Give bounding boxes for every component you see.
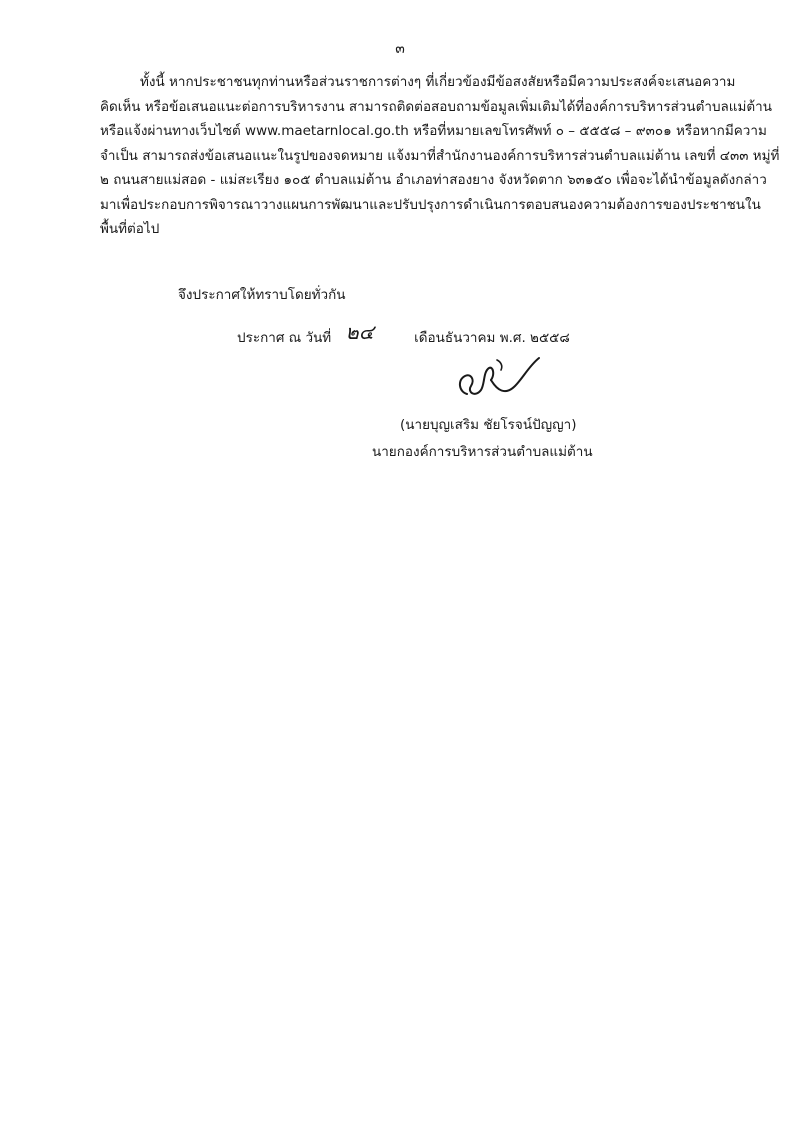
paragraph-line: มาเพื่อประกอบการพิจารณาวางแผนการพัฒนาและปรับปรุงการดำเนินการตอบสนองความต้องการของประชาชนใน (100, 196, 761, 213)
handwritten-signature (445, 350, 555, 410)
paragraph-line: พื้นที่ต่อไป (100, 221, 160, 237)
paragraph-line: จำเป็น สามารถส่งข้อเสนอแนะในรูปของจดหมาย แจ้งมาที่สำนักงานองค์การบริหารส่วนตำบลแม่ต้าน เลขที่ ๔๓๓ หมู่ที่ (100, 147, 780, 164)
paragraph-line: หรือแจ้งผ่านทางเว็บไซต์ www.maetarnlocal.go.th หรือที่หมายเลขโทรศัพท์ ๐ – ๕๕๕๘ – ๙๓๐๑ หรือหากมีความ (100, 123, 767, 139)
page-number: ๓ (395, 41, 405, 57)
date-prefix: ประกาศ ณ วันที่ (237, 330, 332, 346)
date-day-handwritten: ๒๔ (345, 320, 374, 344)
signer-title: นายกองค์การบริหารส่วนตำบลแม่ต้าน (372, 444, 593, 460)
announcement-closing: จึงประกาศให้ทราบโดยทั่วกัน (178, 287, 346, 303)
announcement-date (237, 319, 570, 351)
date-month-year: เดือนธันวาคม พ.ศ. ๒๕๕๘ (414, 330, 570, 346)
paragraph-line: ทั้งนี้ หากประชาชนทุกท่านหรือส่วนราชการต่างๆ ที่เกี่ยวข้องมีข้อสงสัยหรือมีความประสงค์จะเสนอความ (140, 74, 736, 90)
body-paragraph (100, 70, 780, 242)
paragraph-line: คิดเห็น หรือข้อเสนอแนะต่อการบริหารงาน สามารถติดต่อสอบถามข้อมูลเพิ่มเติมได้ที่องค์การบริหารส่วนตำบลแม่ต้าน (100, 98, 772, 115)
paragraph-line: ๒ ถนนสายแม่สอด - แม่สะเรียง ๑๐๕ ตำบลแม่ต้าน อำเภอท่าสองยาง จังหวัดตาก ๖๓๑๕๐ เพื่อจะได้นำข้อมูลดังกล่าว (100, 172, 767, 188)
signer-name: (นายบุญเสริม ชัยโรจน์ปัญญา) (400, 417, 577, 433)
